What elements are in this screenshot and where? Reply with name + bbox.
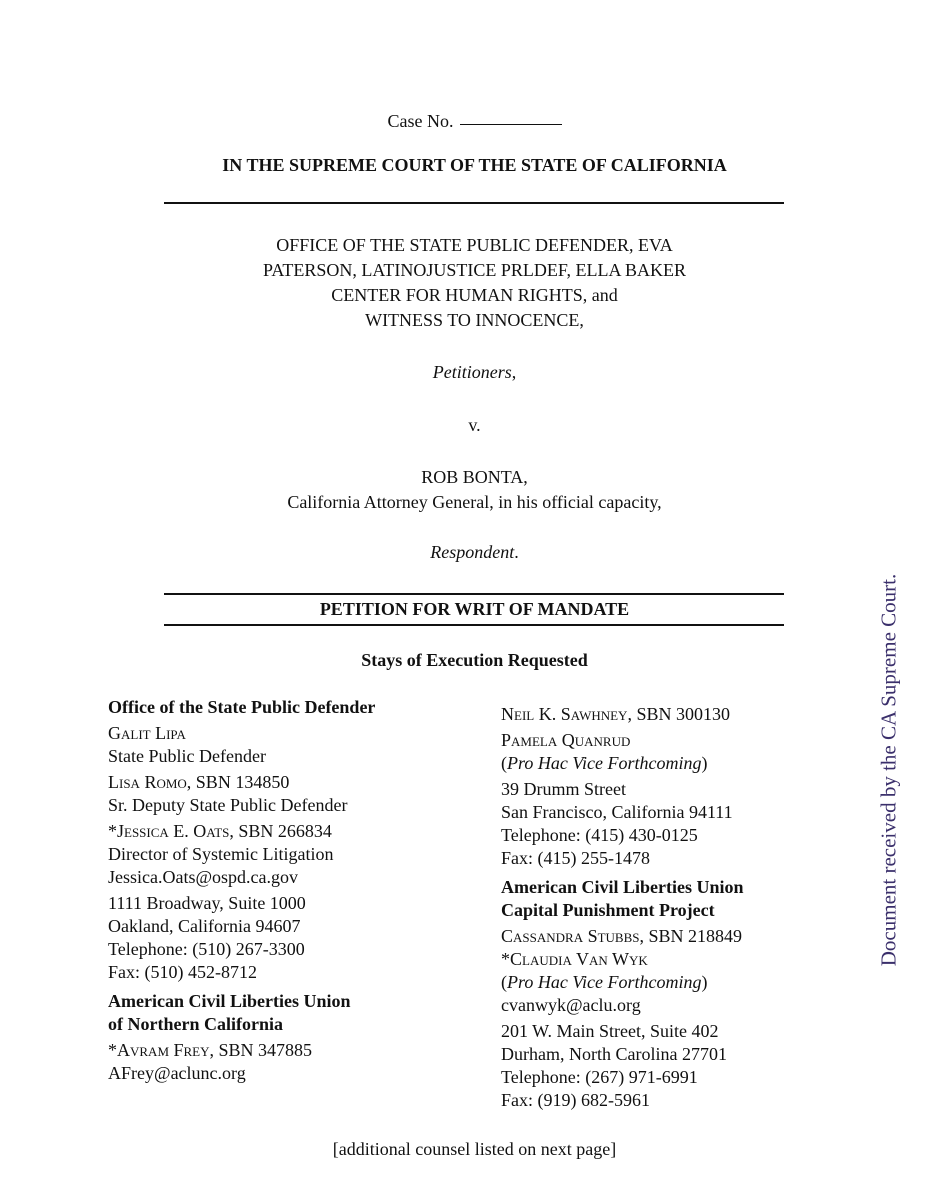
counsel-frey [108, 1039, 375, 1062]
document-subtitle: Stays of Execution Requested [361, 650, 588, 670]
romo-name: Lisa Romo [108, 772, 187, 792]
quanrud-note-open: ( [501, 753, 507, 773]
quanrud-note-close: ) [701, 753, 708, 773]
lipa-name: Galit Lipa [108, 723, 186, 743]
ospd-fax: Fax: (510) 452-8712 [108, 962, 257, 982]
oats-email: Jessica.Oats@ospd.ca.gov [108, 867, 299, 887]
petitioners-line-2: PATERSON, LATINOJUSTICE PRLDEF, ELLA BAKER [263, 260, 686, 280]
stubbs-sbn: , SBN 218849 [639, 926, 743, 946]
caption-divider-top [164, 202, 784, 204]
counsel-column-right [501, 703, 743, 1112]
aclu-nc-heading-1: American Civil Liberties Union [108, 991, 351, 1011]
vanwyk-name: *Claudia Van Wyk [501, 949, 648, 969]
vanwyk-note-line [501, 971, 743, 994]
respondent-role-punct: . [514, 542, 519, 562]
counsel-vanwyk [501, 948, 743, 971]
sf-address-1: 39 Drumm Street [501, 779, 626, 799]
counsel-sawhney [501, 703, 743, 726]
filing-watermark: Document received by the CA Supreme Court. [876, 573, 901, 967]
counsel-column-left [108, 696, 375, 1085]
vanwyk-note-close: ) [701, 972, 708, 992]
court-name: IN THE SUPREME COURT OF THE STATE OF CALIFORNIA [222, 155, 727, 175]
aclu-cpp-heading-2: Capital Punishment Project [501, 900, 715, 920]
sf-fax: Fax: (415) 255-1478 [501, 848, 650, 868]
respondent-role-line [0, 543, 949, 561]
frey-name: *Avram Frey [108, 1040, 210, 1060]
oats-sbn: , SBN 266834 [229, 821, 332, 841]
vanwyk-email: cvanwyk@aclu.org [501, 995, 641, 1015]
quanrud-name: Pamela Quanrud [501, 730, 631, 750]
respondent-role: Respondent [430, 542, 515, 562]
counsel-quanrud [501, 729, 743, 752]
versus: v. [468, 415, 481, 435]
sawhney-sbn: , SBN 300130 [627, 704, 730, 724]
petitioners-role-punct: , [511, 362, 517, 382]
counsel-oats [108, 820, 375, 843]
case-number-line [0, 112, 949, 130]
romo-title: Sr. Deputy State Public Defender [108, 795, 348, 815]
document-title: PETITION FOR WRIT OF MANDATE [319, 599, 630, 619]
ospd-heading: Office of the State Public Defender [108, 697, 376, 717]
petitioners-role: Petitioners [432, 362, 512, 382]
case-number-blank [460, 124, 562, 125]
title-divider-top [164, 593, 784, 595]
case-number-label: Case No. [387, 111, 454, 131]
oats-name: *Jessica E. Oats [108, 821, 230, 841]
durham-fax: Fax: (919) 682-5961 [501, 1090, 650, 1110]
stubbs-name: Cassandra Stubbs [501, 926, 640, 946]
petitioners-line-1: OFFICE OF THE STATE PUBLIC DEFENDER, EVA [276, 235, 673, 255]
respondent-description: California Attorney General, in his official capacity, [287, 492, 662, 512]
quanrud-note: Pro Hac Vice Forthcoming [507, 753, 702, 773]
aclu-cpp-heading-1: American Civil Liberties Union [501, 877, 744, 897]
counsel-stubbs [501, 925, 743, 948]
counsel-lipa [108, 722, 375, 745]
petitioners-line-3: CENTER FOR HUMAN RIGHTS, and [331, 285, 618, 305]
respondent-name: ROB BONTA, [421, 467, 528, 487]
title-divider-bottom [164, 624, 784, 626]
lipa-title: State Public Defender [108, 746, 266, 766]
additional-counsel-note: [additional counsel listed on next page] [332, 1139, 617, 1159]
frey-email: AFrey@aclunc.org [108, 1063, 246, 1083]
petitioners-role-line [0, 363, 949, 381]
durham-phone: Telephone: (267) 971-6991 [501, 1067, 698, 1087]
ospd-address-2: Oakland, California 94607 [108, 916, 301, 936]
counsel-romo [108, 771, 375, 794]
frey-sbn: , SBN 347885 [209, 1040, 313, 1060]
sawhney-name: Neil K. Sawhney [501, 704, 628, 724]
ospd-phone: Telephone: (510) 267-3300 [108, 939, 305, 959]
vanwyk-note: Pro Hac Vice Forthcoming [507, 972, 702, 992]
ospd-address-1: 1111 Broadway, Suite 1000 [108, 893, 306, 913]
romo-sbn: , SBN 134850 [186, 772, 290, 792]
petitioners-line-4: WITNESS TO INNOCENCE, [365, 310, 584, 330]
durham-address-1: 201 W. Main Street, Suite 402 [501, 1021, 719, 1041]
durham-address-2: Durham, North Carolina 27701 [501, 1044, 727, 1064]
aclu-nc-heading-2: of Northern California [108, 1014, 283, 1034]
sf-address-2: San Francisco, California 94111 [501, 802, 733, 822]
oats-title: Director of Systemic Litigation [108, 844, 334, 864]
quanrud-note-line [501, 752, 743, 775]
vanwyk-note-open: ( [501, 972, 507, 992]
sf-phone: Telephone: (415) 430-0125 [501, 825, 698, 845]
